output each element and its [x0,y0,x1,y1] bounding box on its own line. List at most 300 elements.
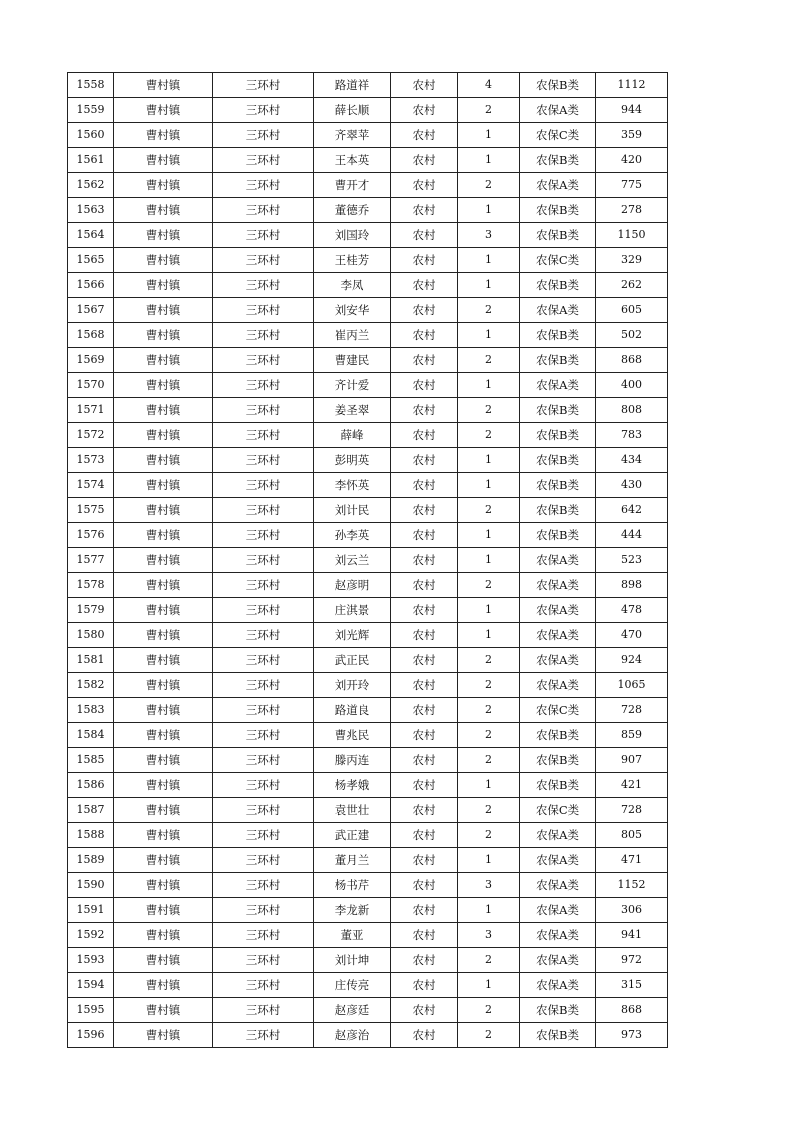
village-cell: 三环村 [213,373,314,398]
table-row [68,148,668,173]
town-cell: 曹村镇 [114,923,213,948]
household-size-cell: 2 [458,298,520,323]
household-size-cell: 1 [458,323,520,348]
village-cell: 三环村 [213,423,314,448]
table-row [68,723,668,748]
village-cell: 三环村 [213,473,314,498]
village-cell: 三环村 [213,248,314,273]
amount-cell: 278 [596,198,668,223]
name-cell: 孙李英 [314,523,391,548]
name-cell: 李凤 [314,273,391,298]
household-size-cell: 2 [458,398,520,423]
table-row [68,298,668,323]
town-cell: 曹村镇 [114,323,213,348]
table-row [68,573,668,598]
household-size-cell: 1 [458,198,520,223]
household-type-cell: 农村 [391,248,458,273]
table-row [68,198,668,223]
amount-cell: 471 [596,848,668,873]
row-number: 1577 [68,548,114,573]
table-row [68,748,668,773]
village-cell: 三环村 [213,648,314,673]
town-cell: 曹村镇 [114,723,213,748]
insurance-category-cell: 农保A类 [520,98,596,123]
village-cell: 三环村 [213,948,314,973]
table-row [68,948,668,973]
town-cell: 曹村镇 [114,98,213,123]
town-cell: 曹村镇 [114,248,213,273]
village-cell: 三环村 [213,623,314,648]
household-type-cell: 农村 [391,98,458,123]
row-number: 1578 [68,573,114,598]
name-cell: 王本英 [314,148,391,173]
insurance-category-cell: 农保A类 [520,948,596,973]
household-type-cell: 农村 [391,398,458,423]
table-row [68,348,668,373]
town-cell: 曹村镇 [114,473,213,498]
household-type-cell: 农村 [391,198,458,223]
household-size-cell: 1 [458,898,520,923]
amount-cell: 973 [596,1023,668,1048]
household-size-cell: 2 [458,348,520,373]
insurance-category-cell: 农保C类 [520,123,596,148]
household-type-cell: 农村 [391,73,458,98]
household-size-cell: 2 [458,748,520,773]
insurance-category-cell: 农保A类 [520,623,596,648]
table-row [68,598,668,623]
amount-cell: 775 [596,173,668,198]
amount-cell: 470 [596,623,668,648]
row-number: 1581 [68,648,114,673]
row-number: 1575 [68,498,114,523]
name-cell: 薛峰 [314,423,391,448]
table-row [68,548,668,573]
household-type-cell: 农村 [391,223,458,248]
town-cell: 曹村镇 [114,123,213,148]
row-number: 1591 [68,898,114,923]
household-type-cell: 农村 [391,448,458,473]
village-cell: 三环村 [213,73,314,98]
row-number: 1569 [68,348,114,373]
name-cell: 杨孝娥 [314,773,391,798]
name-cell: 刘计民 [314,498,391,523]
row-number: 1596 [68,1023,114,1048]
row-number: 1595 [68,998,114,1023]
name-cell: 路道祥 [314,73,391,98]
village-cell: 三环村 [213,223,314,248]
village-cell: 三环村 [213,823,314,848]
household-type-cell: 农村 [391,123,458,148]
row-number: 1572 [68,423,114,448]
row-number: 1561 [68,148,114,173]
town-cell: 曹村镇 [114,198,213,223]
benefit-roster-table [67,72,668,1048]
row-number: 1589 [68,848,114,873]
household-type-cell: 农村 [391,548,458,573]
village-cell: 三环村 [213,323,314,348]
name-cell: 庄传亮 [314,973,391,998]
household-type-cell: 农村 [391,573,458,598]
village-cell: 三环村 [213,173,314,198]
household-size-cell: 2 [458,423,520,448]
table-row [68,98,668,123]
name-cell: 曹兆民 [314,723,391,748]
town-cell: 曹村镇 [114,373,213,398]
insurance-category-cell: 农保B类 [520,348,596,373]
insurance-category-cell: 农保A类 [520,673,596,698]
amount-cell: 808 [596,398,668,423]
amount-cell: 1152 [596,873,668,898]
amount-cell: 907 [596,748,668,773]
name-cell: 董月兰 [314,848,391,873]
name-cell: 王桂芳 [314,248,391,273]
name-cell: 赵彦廷 [314,998,391,1023]
name-cell: 刘开玲 [314,673,391,698]
household-type-cell: 农村 [391,798,458,823]
amount-cell: 1065 [596,673,668,698]
household-size-cell: 2 [458,673,520,698]
village-cell: 三环村 [213,573,314,598]
name-cell: 曹开才 [314,173,391,198]
town-cell: 曹村镇 [114,73,213,98]
name-cell: 刘安华 [314,298,391,323]
village-cell: 三环村 [213,148,314,173]
household-size-cell: 1 [458,123,520,148]
amount-cell: 868 [596,998,668,1023]
town-cell: 曹村镇 [114,273,213,298]
household-size-cell: 1 [458,148,520,173]
table-row [68,923,668,948]
village-cell: 三环村 [213,298,314,323]
town-cell: 曹村镇 [114,298,213,323]
amount-cell: 859 [596,723,668,748]
insurance-category-cell: 农保B类 [520,998,596,1023]
amount-cell: 420 [596,148,668,173]
table-row [68,273,668,298]
name-cell: 武正民 [314,648,391,673]
insurance-category-cell: 农保B类 [520,1023,596,1048]
row-number: 1567 [68,298,114,323]
village-cell: 三环村 [213,98,314,123]
household-type-cell: 农村 [391,473,458,498]
household-size-cell: 1 [458,523,520,548]
row-number: 1585 [68,748,114,773]
amount-cell: 805 [596,823,668,848]
town-cell: 曹村镇 [114,798,213,823]
village-cell: 三环村 [213,923,314,948]
name-cell: 赵彦治 [314,1023,391,1048]
name-cell: 崔丙兰 [314,323,391,348]
row-number: 1582 [68,673,114,698]
town-cell: 曹村镇 [114,948,213,973]
household-type-cell: 农村 [391,1023,458,1048]
name-cell: 杨书芹 [314,873,391,898]
household-size-cell: 2 [458,698,520,723]
row-number: 1592 [68,923,114,948]
name-cell: 姜圣翠 [314,398,391,423]
amount-cell: 315 [596,973,668,998]
insurance-category-cell: 农保B类 [520,273,596,298]
amount-cell: 306 [596,898,668,923]
table-row [68,523,668,548]
name-cell: 薛长顺 [314,98,391,123]
village-cell: 三环村 [213,898,314,923]
household-size-cell: 2 [458,648,520,673]
village-cell: 三环村 [213,973,314,998]
household-size-cell: 1 [458,598,520,623]
row-number: 1576 [68,523,114,548]
name-cell: 齐翠苹 [314,123,391,148]
amount-cell: 421 [596,773,668,798]
town-cell: 曹村镇 [114,898,213,923]
row-number: 1563 [68,198,114,223]
name-cell: 滕丙连 [314,748,391,773]
name-cell: 李龙新 [314,898,391,923]
household-size-cell: 3 [458,223,520,248]
household-type-cell: 农村 [391,148,458,173]
household-type-cell: 农村 [391,748,458,773]
household-size-cell: 1 [458,848,520,873]
row-number: 1564 [68,223,114,248]
amount-cell: 783 [596,423,668,448]
village-cell: 三环村 [213,998,314,1023]
row-number: 1565 [68,248,114,273]
row-number: 1562 [68,173,114,198]
household-type-cell: 农村 [391,598,458,623]
row-number: 1583 [68,698,114,723]
insurance-category-cell: 农保C类 [520,248,596,273]
name-cell: 路道良 [314,698,391,723]
village-cell: 三环村 [213,748,314,773]
household-type-cell: 农村 [391,823,458,848]
household-size-cell: 2 [458,823,520,848]
insurance-category-cell: 农保B类 [520,448,596,473]
town-cell: 曹村镇 [114,348,213,373]
town-cell: 曹村镇 [114,173,213,198]
insurance-category-cell: 农保B类 [520,498,596,523]
village-cell: 三环村 [213,498,314,523]
household-type-cell: 农村 [391,348,458,373]
row-number: 1594 [68,973,114,998]
name-cell: 刘计坤 [314,948,391,973]
insurance-category-cell: 农保B类 [520,198,596,223]
household-type-cell: 农村 [391,998,458,1023]
household-size-cell: 1 [458,973,520,998]
name-cell: 武正建 [314,823,391,848]
town-cell: 曹村镇 [114,223,213,248]
household-size-cell: 1 [458,773,520,798]
table-row [68,698,668,723]
name-cell: 董德乔 [314,198,391,223]
row-number: 1586 [68,773,114,798]
insurance-category-cell: 农保A类 [520,598,596,623]
name-cell: 刘国玲 [314,223,391,248]
table-row [68,498,668,523]
amount-cell: 262 [596,273,668,298]
amount-cell: 868 [596,348,668,373]
table-row [68,473,668,498]
town-cell: 曹村镇 [114,873,213,898]
town-cell: 曹村镇 [114,398,213,423]
amount-cell: 944 [596,98,668,123]
household-type-cell: 农村 [391,948,458,973]
town-cell: 曹村镇 [114,1023,213,1048]
amount-cell: 941 [596,923,668,948]
amount-cell: 642 [596,498,668,523]
row-number: 1571 [68,398,114,423]
row-number: 1573 [68,448,114,473]
household-type-cell: 农村 [391,723,458,748]
town-cell: 曹村镇 [114,498,213,523]
village-cell: 三环村 [213,273,314,298]
table-row [68,798,668,823]
village-cell: 三环村 [213,198,314,223]
amount-cell: 502 [596,323,668,348]
town-cell: 曹村镇 [114,523,213,548]
village-cell: 三环村 [213,773,314,798]
row-number: 1574 [68,473,114,498]
village-cell: 三环村 [213,723,314,748]
household-type-cell: 农村 [391,498,458,523]
household-type-cell: 农村 [391,648,458,673]
insurance-category-cell: 农保B类 [520,148,596,173]
village-cell: 三环村 [213,448,314,473]
amount-cell: 605 [596,298,668,323]
amount-cell: 1112 [596,73,668,98]
household-type-cell: 农村 [391,423,458,448]
table-row [68,648,668,673]
row-number: 1579 [68,598,114,623]
household-type-cell: 农村 [391,848,458,873]
household-type-cell: 农村 [391,673,458,698]
insurance-category-cell: 农保A类 [520,973,596,998]
amount-cell: 972 [596,948,668,973]
town-cell: 曹村镇 [114,698,213,723]
table-row [68,1023,668,1048]
amount-cell: 523 [596,548,668,573]
row-number: 1570 [68,373,114,398]
table-row [68,248,668,273]
village-cell: 三环村 [213,548,314,573]
name-cell: 董亚 [314,923,391,948]
amount-cell: 478 [596,598,668,623]
table-row [68,73,668,98]
village-cell: 三环村 [213,673,314,698]
amount-cell: 924 [596,648,668,673]
village-cell: 三环村 [213,523,314,548]
name-cell: 齐计爱 [314,373,391,398]
insurance-category-cell: 农保B类 [520,773,596,798]
household-size-cell: 2 [458,723,520,748]
town-cell: 曹村镇 [114,573,213,598]
insurance-category-cell: 农保A类 [520,298,596,323]
row-number: 1590 [68,873,114,898]
insurance-category-cell: 农保B类 [520,398,596,423]
town-cell: 曹村镇 [114,998,213,1023]
insurance-category-cell: 农保A类 [520,923,596,948]
table-row [68,998,668,1023]
household-size-cell: 2 [458,998,520,1023]
household-type-cell: 农村 [391,873,458,898]
table-row [68,223,668,248]
household-size-cell: 1 [458,448,520,473]
table-row [68,848,668,873]
household-size-cell: 2 [458,173,520,198]
row-number: 1580 [68,623,114,648]
insurance-category-cell: 农保B类 [520,723,596,748]
name-cell: 曹建民 [314,348,391,373]
town-cell: 曹村镇 [114,673,213,698]
amount-cell: 728 [596,798,668,823]
household-size-cell: 1 [458,473,520,498]
town-cell: 曹村镇 [114,748,213,773]
insurance-category-cell: 农保C类 [520,698,596,723]
amount-cell: 430 [596,473,668,498]
name-cell: 李怀英 [314,473,391,498]
insurance-category-cell: 农保B类 [520,73,596,98]
amount-cell: 434 [596,448,668,473]
household-type-cell: 农村 [391,623,458,648]
insurance-category-cell: 农保A类 [520,173,596,198]
amount-cell: 359 [596,123,668,148]
village-cell: 三环村 [213,398,314,423]
household-type-cell: 农村 [391,698,458,723]
table-body [68,73,668,1048]
insurance-category-cell: 农保A类 [520,573,596,598]
village-cell: 三环村 [213,848,314,873]
household-size-cell: 1 [458,623,520,648]
row-number: 1560 [68,123,114,148]
household-type-cell: 农村 [391,523,458,548]
amount-cell: 329 [596,248,668,273]
town-cell: 曹村镇 [114,823,213,848]
row-number: 1588 [68,823,114,848]
village-cell: 三环村 [213,873,314,898]
table-row [68,773,668,798]
household-type-cell: 农村 [391,773,458,798]
row-number: 1587 [68,798,114,823]
town-cell: 曹村镇 [114,448,213,473]
name-cell: 刘光辉 [314,623,391,648]
insurance-category-cell: 农保B类 [520,748,596,773]
household-size-cell: 2 [458,98,520,123]
row-number: 1584 [68,723,114,748]
household-type-cell: 农村 [391,323,458,348]
amount-cell: 400 [596,373,668,398]
household-size-cell: 3 [458,923,520,948]
village-cell: 三环村 [213,348,314,373]
village-cell: 三环村 [213,698,314,723]
household-type-cell: 农村 [391,298,458,323]
table-row [68,823,668,848]
table-row [68,373,668,398]
row-number: 1568 [68,323,114,348]
insurance-category-cell: 农保A类 [520,823,596,848]
household-type-cell: 农村 [391,173,458,198]
town-cell: 曹村镇 [114,973,213,998]
household-size-cell: 4 [458,73,520,98]
table-row [68,873,668,898]
table-row [68,398,668,423]
table-row [68,173,668,198]
town-cell: 曹村镇 [114,148,213,173]
insurance-category-cell: 农保B类 [520,323,596,348]
household-size-cell: 1 [458,548,520,573]
town-cell: 曹村镇 [114,623,213,648]
insurance-category-cell: 农保B类 [520,423,596,448]
table-row [68,448,668,473]
insurance-category-cell: 农保B类 [520,473,596,498]
